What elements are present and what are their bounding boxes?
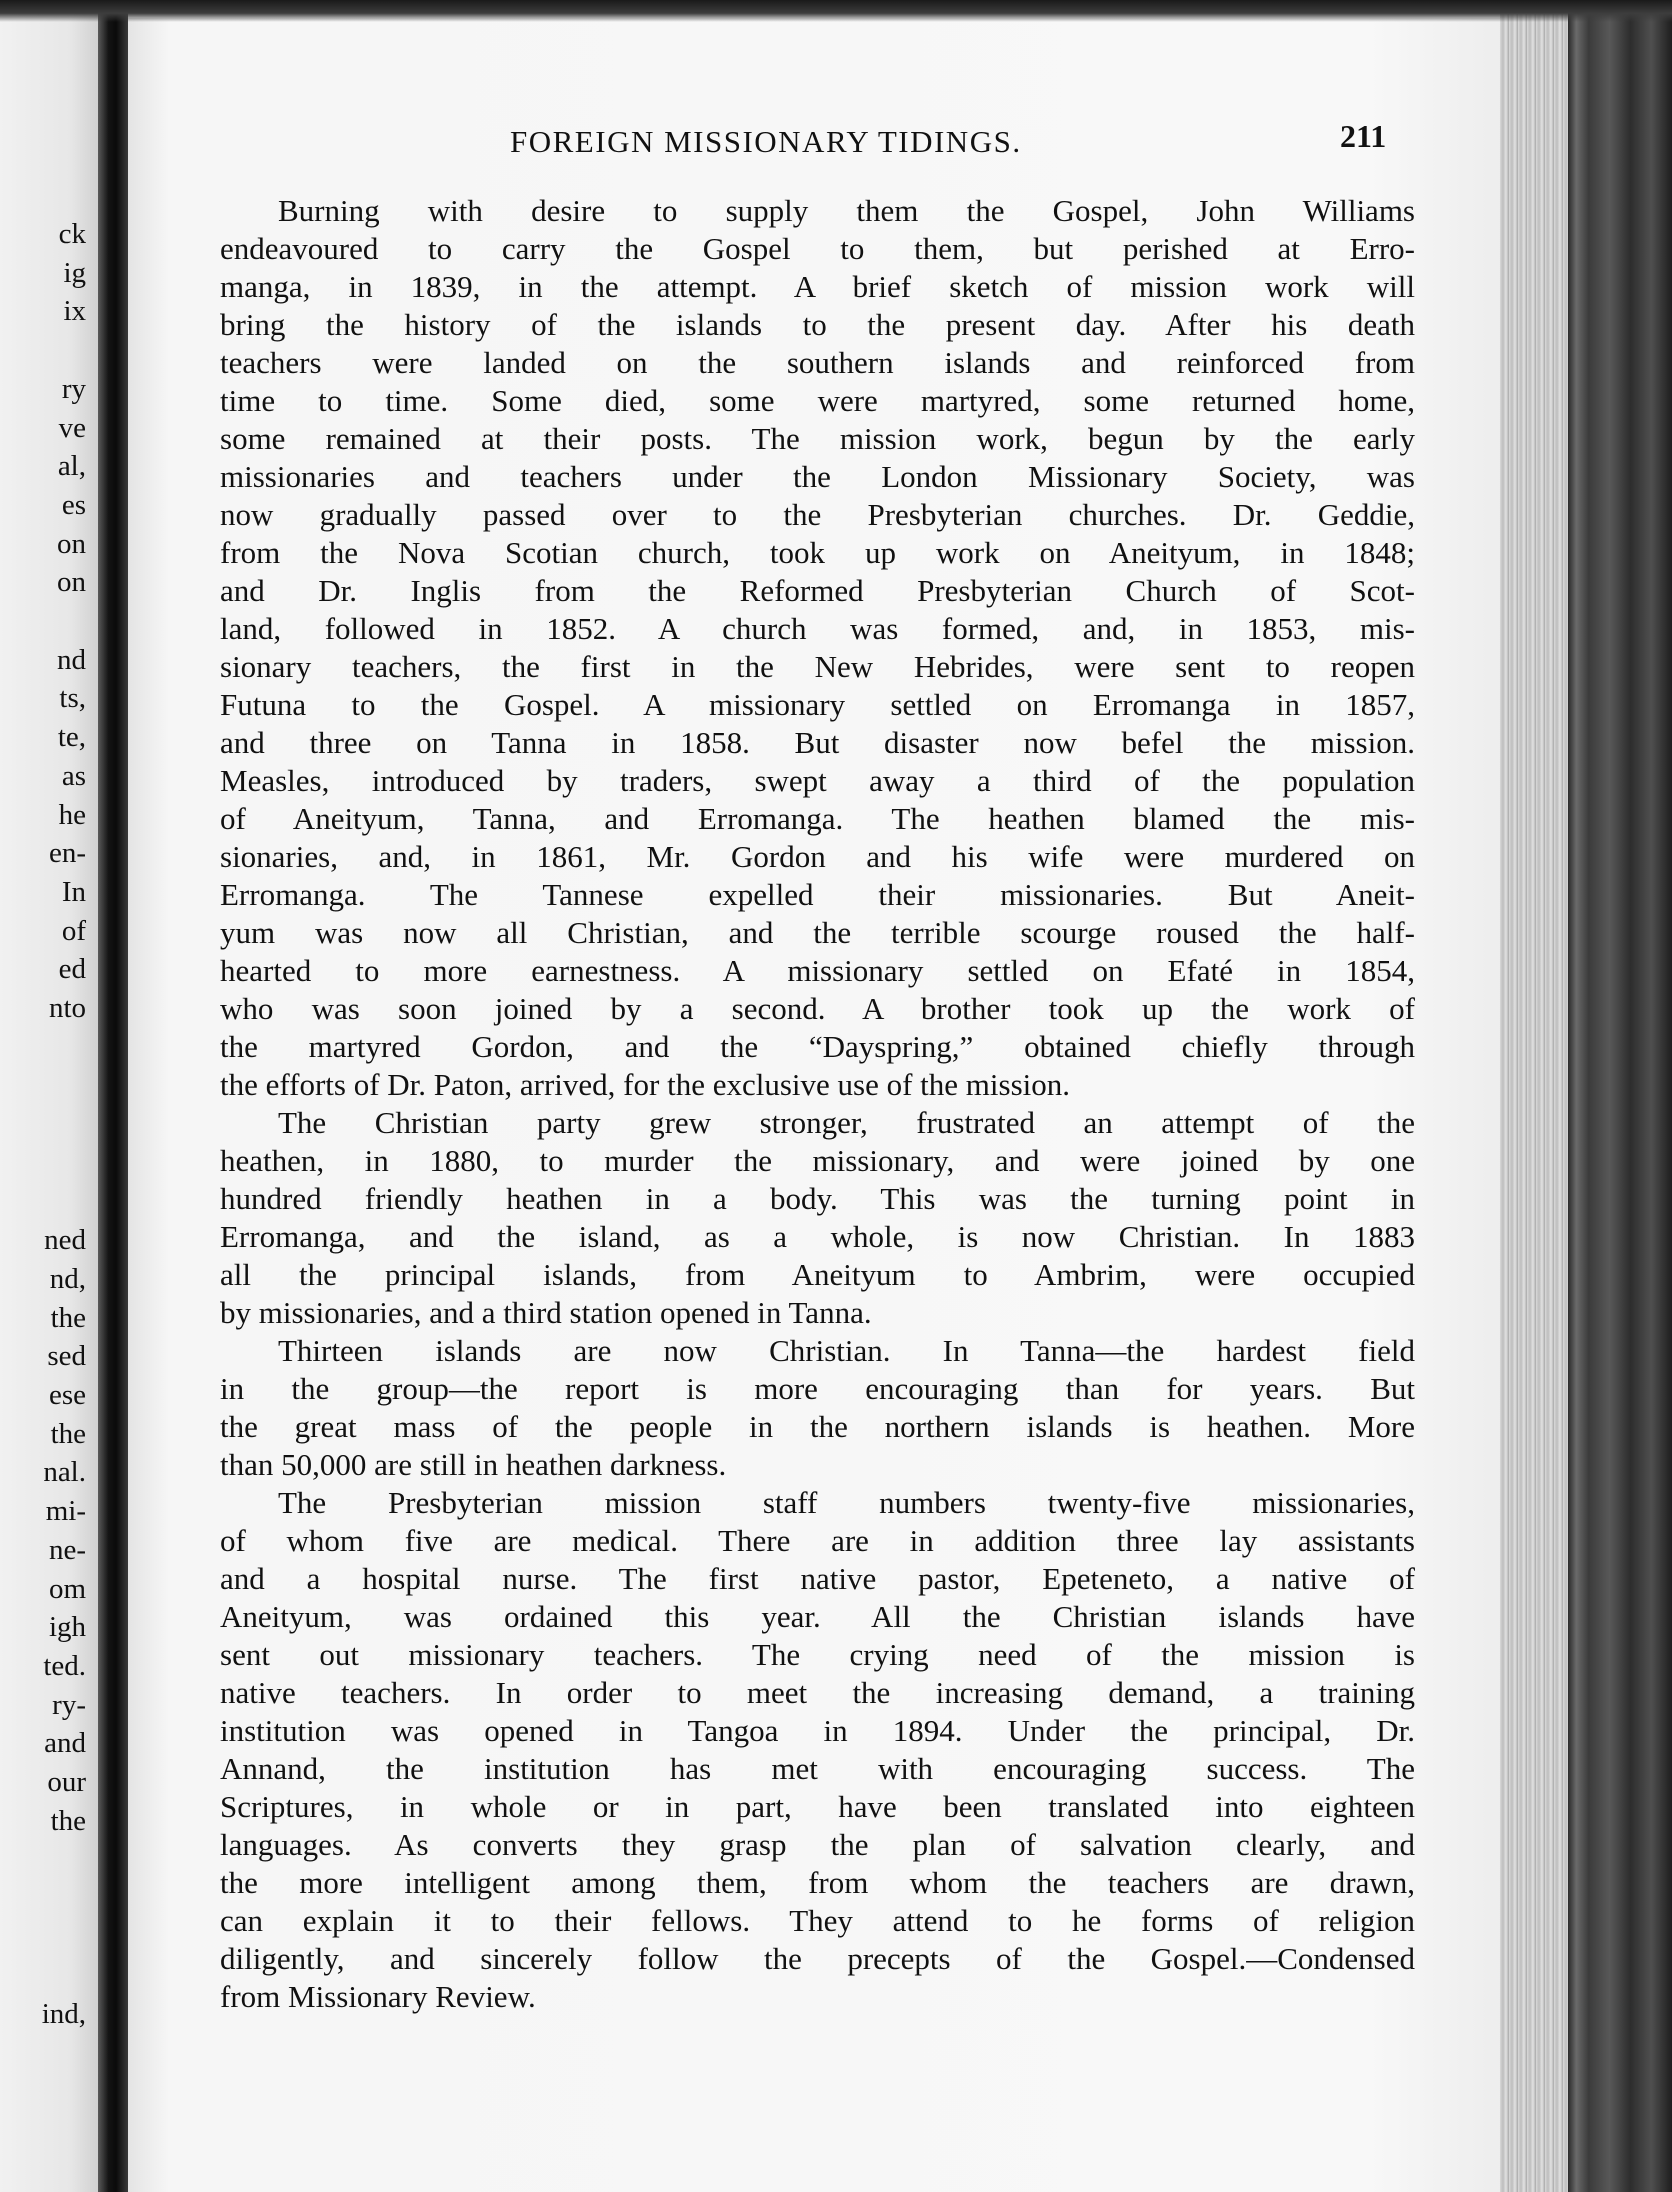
paragraph (220, 1104, 1415, 1332)
page-number: 211 (1340, 118, 1387, 154)
facing-page-fragment: ry (61, 372, 86, 405)
text-line: heathen, in 1880, to murder the missionary, and were joined by one (220, 1143, 1415, 1178)
text-line: Burning with desire to supply them the Gospel, John Williams (278, 193, 1415, 228)
facing-page-fragment: ts, (59, 682, 86, 715)
facing-page-fragment: the (50, 1417, 86, 1450)
text-line: sent out missionary teachers. The crying need of the mission is (220, 1637, 1415, 1672)
text-line: land, followed in 1852. A church was formed, and, in 1853, mis- (220, 611, 1415, 646)
text-line: native teachers. In order to meet the increasing demand, a training (220, 1675, 1415, 1710)
facing-page-fragment: en- (48, 837, 86, 870)
facing-page-fragment: nd, (49, 1262, 86, 1295)
text-line: the martyred Gordon, and the “Dayspring,” obtained chiefly through (220, 1029, 1415, 1064)
text-line: and three on Tanna in 1858. But disaster now befel the mission. (220, 725, 1415, 760)
text-line: missionaries and teachers under the London Missionary Society, was (220, 459, 1415, 494)
text-line: bring the history of the islands to the present day. After his death (220, 307, 1415, 342)
facing-page-fragment: nal. (43, 1456, 86, 1489)
text-line: Scriptures, in whole or in part, have been translated into eighteen (220, 1789, 1415, 1824)
facing-page-fragment: the (50, 1804, 86, 1837)
facing-page-fragment: om (48, 1572, 86, 1605)
book-gutter (98, 0, 128, 2192)
facing-page-fragment: es (61, 488, 86, 521)
text-line: institution was opened in Tangoa in 1894. Under the principal, Dr. (220, 1713, 1415, 1748)
text-line: Thirteen islands are now Christian. In Tanna—the hardest field (278, 1333, 1415, 1368)
book-cover-edge (1568, 0, 1672, 2192)
paragraph (220, 1332, 1415, 1484)
facing-page-fragment: mi- (45, 1495, 86, 1528)
facing-page-fragment: ted. (43, 1649, 86, 1682)
text-line: The Presbyterian mission staff numbers twenty-five missionaries, (278, 1485, 1415, 1520)
facing-page (0, 0, 100, 2192)
text-line: yum was now all Christian, and the terrible scourge roused the half- (220, 915, 1415, 950)
text-line: Erromanga, and the island, as a whole, is now Christian. In 1883 (220, 1219, 1415, 1254)
facing-page-fragment: ix (63, 295, 86, 328)
top-shadow (0, 0, 1672, 22)
text-line: by missionaries, and a third station opened in Tanna. (220, 1295, 872, 1330)
text-line: now gradually passed over to the Presbyterian churches. Dr. Geddie, (220, 497, 1415, 532)
text-line: the great mass of the people in the northern islands is heathen. More (220, 1409, 1415, 1444)
text-line: sionary teachers, the first in the New Hebrides, were sent to reopen (220, 649, 1415, 684)
text-line: who was soon joined by a second. A brother took up the work of (220, 991, 1415, 1026)
text-line: The Christian party grew stronger, frustrated an attempt of the (278, 1105, 1415, 1140)
text-line: Aneityum, was ordained this year. All the Christian islands have (220, 1599, 1415, 1634)
facing-page-fragment: al, (57, 450, 86, 483)
text-line: of Aneityum, Tanna, and Erromanga. The heathen blamed the mis- (220, 801, 1415, 836)
text-line: all the principal islands, from Aneityum to Ambrim, were occupied (220, 1257, 1415, 1292)
text-line: hearted to more earnestness. A missionary settled on Efaté in 1854, (220, 953, 1415, 988)
facing-page-fragment: te, (57, 721, 86, 754)
facing-page-fragment: ned (44, 1224, 86, 1257)
text-line: Measles, introduced by traders, swept away a third of the population (220, 763, 1415, 798)
text-line: Futuna to the Gospel. A missionary settled on Erromanga in 1857, (220, 687, 1415, 722)
text-line: can explain it to their fellows. They attend to he forms of religion (220, 1903, 1415, 1938)
facing-page-fragment: as (61, 759, 86, 792)
facing-page-fragment: of (61, 914, 86, 947)
text-line: in the group—the report is more encouraging than for years. But (220, 1371, 1415, 1406)
text-line: Erromanga. The Tannese expelled their missionaries. But Aneit- (220, 877, 1415, 912)
text-line: of whom five are medical. There are in addition three lay assistants (220, 1523, 1415, 1558)
facing-page-fragment: ig (63, 256, 86, 289)
facing-page-fragment: nd (57, 643, 86, 676)
facing-page-fragment: the (50, 1301, 86, 1334)
facing-page-fragment: ck (58, 218, 86, 250)
text-line: from the Nova Scotian church, took up work on Aneityum, in 1848; (220, 535, 1415, 570)
text-line: and Dr. Inglis from the Reformed Presbyterian Church of Scot- (220, 573, 1415, 608)
facing-page-fragment: sed (47, 1340, 86, 1373)
facing-page-fragment: ese (48, 1379, 86, 1411)
facing-page-fragment: ry- (52, 1688, 86, 1721)
facing-page-fragment: and (44, 1727, 86, 1760)
text-line: sionaries, and, in 1861, Mr. Gordon and his wife were murdered on (220, 839, 1415, 874)
text-line: time to time. Some died, some were martyred, some returned home, (220, 383, 1415, 418)
text-line: endeavoured to carry the Gospel to them, but perished at Erro- (220, 231, 1415, 266)
text-line: and a hospital nurse. The first native pastor, Epeteneto, a native of (220, 1561, 1415, 1596)
text-line: hundred friendly heathen in a body. This was the turning point in (220, 1181, 1415, 1216)
page-edges (1500, 14, 1570, 2192)
text-line: from Missionary Review. (220, 1979, 536, 2014)
facing-page-fragment: ve (58, 411, 86, 444)
paragraph (220, 192, 1415, 1104)
body-text (220, 192, 1415, 2016)
facing-page-fragment: ed (58, 953, 86, 986)
text-line: diligently, and sincerely follow the precepts of the Gospel.—Condensed (220, 1941, 1415, 1976)
text-line: Annand, the institution has met with encouraging success. The (220, 1751, 1415, 1786)
paragraph (220, 1484, 1415, 2016)
text-line: the more intelligent among them, from whom the teachers are drawn, (220, 1865, 1415, 1900)
facing-page-fragment: on (57, 566, 86, 599)
facing-page-fragment: ne- (48, 1533, 86, 1566)
facing-page-fragment: he (58, 798, 86, 831)
text-line: teachers were landed on the southern islands and reinforced from (220, 345, 1415, 380)
text-line: the efforts of Dr. Paton, arrived, for the exclusive use of the mission. (220, 1067, 1071, 1102)
text-line: manga, in 1839, in the attempt. A brief sketch of mission work will (220, 269, 1415, 304)
facing-page-fragment: on (57, 527, 86, 560)
text-line: than 50,000 are still in heathen darkness. (220, 1447, 727, 1482)
text-line: languages. As converts they grasp the plan of salvation clearly, and (220, 1827, 1415, 1862)
facing-page-fragment: nto (48, 992, 86, 1024)
facing-page-fragment: our (47, 1766, 86, 1798)
facing-page-fragment: igh (48, 1611, 86, 1644)
facing-page-fragment: ind, (41, 1998, 86, 2031)
text-line: some remained at their posts. The mission work, begun by the early (220, 421, 1415, 456)
running-head: FOREIGN MISSIONARY TIDINGS. (510, 124, 1022, 159)
facing-page-fragment: In (61, 875, 86, 908)
